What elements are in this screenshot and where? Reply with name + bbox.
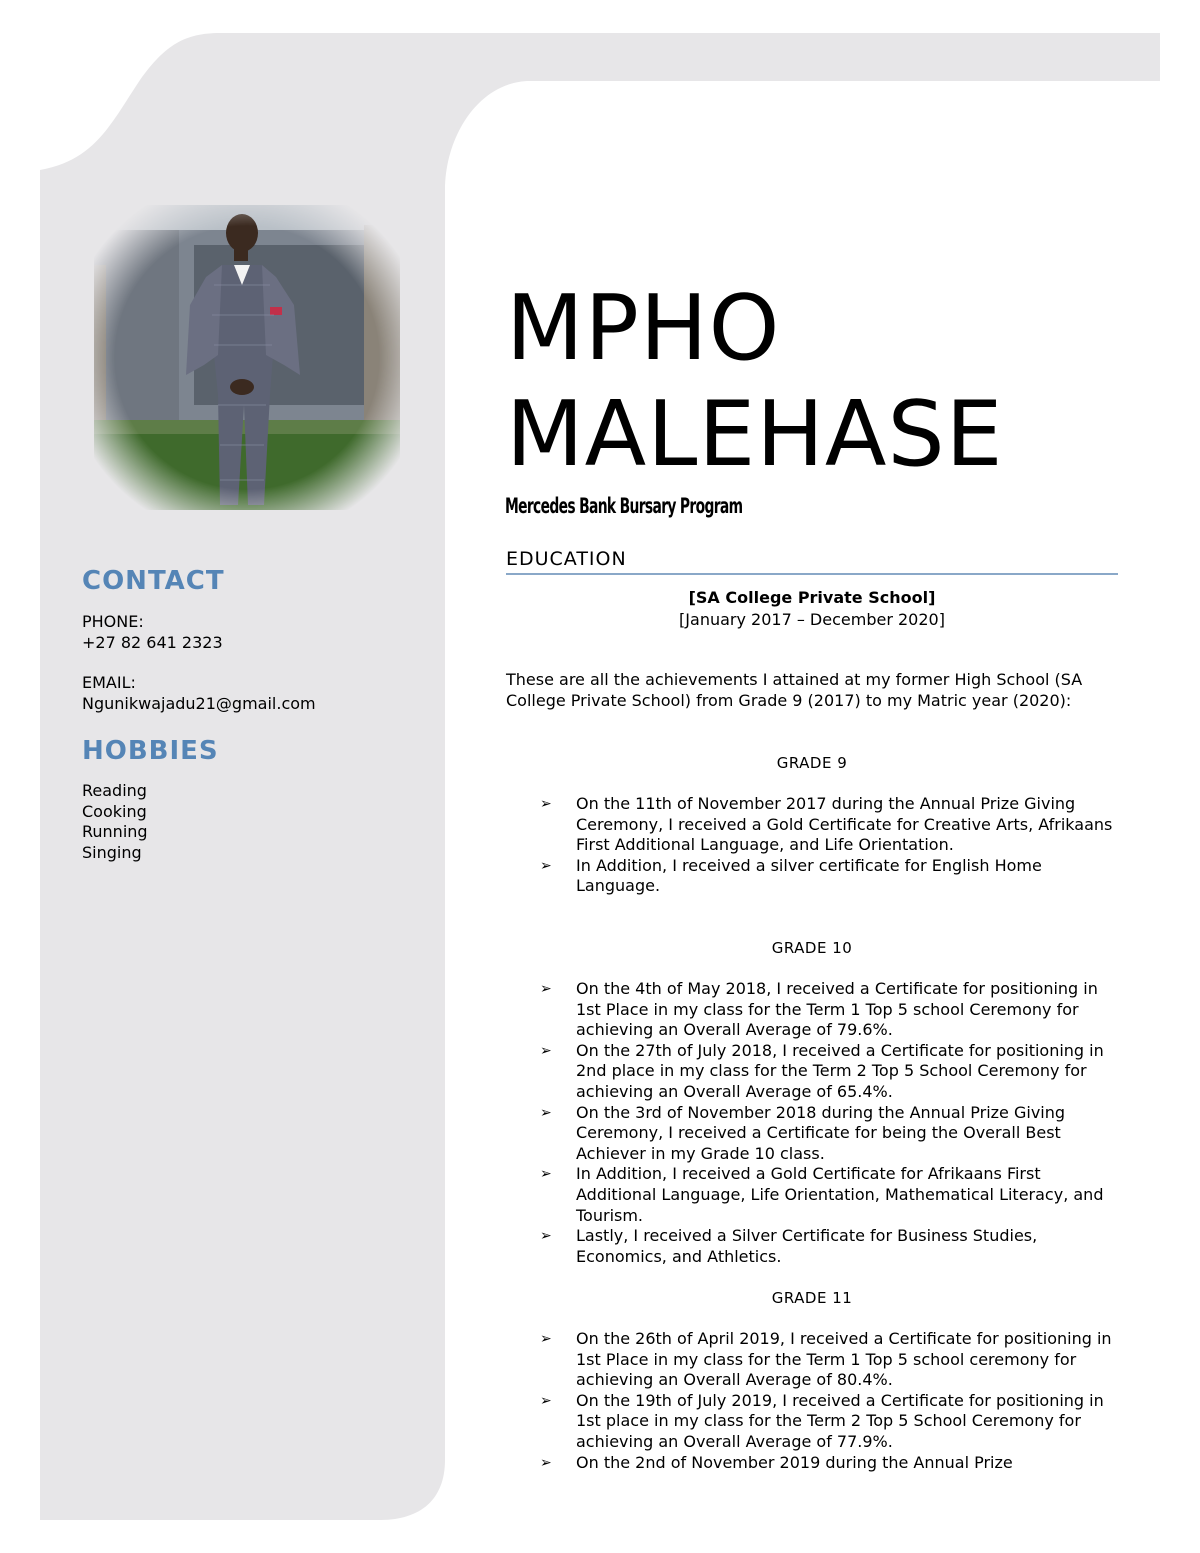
list-item: [540, 1329, 1122, 1391]
hobbies-heading: HOBBIES: [82, 736, 219, 766]
person-name: [506, 276, 1003, 488]
list-item: [540, 979, 1122, 1041]
grade-heading: GRADE 10: [771, 939, 853, 957]
phone-label: PHONE:: [82, 612, 144, 631]
hobby-item: Reading: [82, 781, 147, 800]
name-last: MALEHASE: [506, 382, 1004, 487]
list-item: [540, 1164, 1122, 1226]
achievement-text: In Addition, I received a Gold Certificate for Afrikaans First Additional Language, Life Orientation, Mathematical Literacy, and Tourism.: [576, 1164, 1104, 1225]
list-item: [540, 1226, 1122, 1267]
achievement-text: On the 2nd of November 2019 during the Annual Prize: [576, 1452, 1013, 1472]
name-first: MPHO: [506, 276, 781, 381]
achievement-text: On the 19th of July 2019, I received a Certificate for positioning in 1st place in my class for the Term 2 Top 5 School Ceremony for achieving an Overall Average of 77.9%.: [576, 1390, 1104, 1451]
hobbies-list: [82, 781, 148, 863]
subtitle: Mercedes Bank Bursary Program: [505, 494, 743, 518]
list-item: [540, 1453, 1122, 1474]
arrow-bullet-icon: ➢: [540, 1454, 552, 1471]
profile-photo: [94, 205, 400, 510]
arrow-bullet-icon: ➢: [540, 1166, 552, 1183]
achievement-list: [540, 794, 1122, 897]
arrow-bullet-icon: ➢: [540, 857, 552, 874]
school-dates: [January 2017 – December 2020]: [679, 610, 945, 629]
contact-heading: CONTACT: [82, 566, 225, 596]
achievement-text: Lastly, I received a Silver Certificate for Business Studies, Economics, and Athletics.: [576, 1226, 1038, 1266]
section-divider: [506, 573, 1118, 575]
achievement-text: On the 11th of November 2017 during the Annual Prize Giving Ceremony, I received a Gold Certificate for Creative Arts, Afrikaans First Additional Language, and Life Orientation.: [576, 794, 1113, 855]
achievement-text: In Addition, I received a silver certificate for English Home Language.: [576, 855, 1042, 896]
arrow-bullet-icon: ➢: [540, 1042, 552, 1059]
achievement-text: On the 4th of May 2018, I received a Certificate for positioning in 1st Place in my class for the Term 1 Top 5 school Ceremony for achieving an Overall Average of 79.6%.: [576, 979, 1098, 1040]
contact-email: [82, 673, 316, 714]
achievement-text: On the 26th of April 2019, I received a Certificate for positioning in 1st Place in my class for the Term 1 Top 5 school ceremony for achieving an Overall Average of 80.4%.: [576, 1329, 1112, 1390]
list-item: [540, 1391, 1122, 1453]
email-label: EMAIL:: [82, 673, 136, 692]
arrow-bullet-icon: ➢: [540, 981, 552, 997]
phone-number: +27 82 641 2323: [82, 632, 223, 652]
arrow-bullet-icon: ➢: [540, 1228, 552, 1245]
arrow-bullet-icon: ➢: [540, 1331, 552, 1347]
list-item: [540, 856, 1122, 897]
education-heading: EDUCATION: [506, 548, 627, 570]
grade-heading: GRADE 9: [776, 754, 848, 772]
education-intro: These are all the achievements I attained at my former High School (SA College Private School) from Grade 9 (2017) to my Matric year (2020):: [506, 670, 1083, 710]
grade-heading: GRADE 11: [771, 1289, 853, 1307]
list-item: [540, 1103, 1122, 1165]
hobby-item: Running: [82, 822, 148, 841]
email-address: Ngunikwajadu21@gmail.com: [82, 693, 316, 713]
list-item: [540, 1041, 1122, 1103]
arrow-bullet-icon: ➢: [540, 796, 552, 812]
achievement-list: [540, 979, 1122, 1267]
achievement-text: On the 3rd of November 2018 during the Annual Prize Giving Ceremony, I received a Certificate for being the Overall Best Achiever in my Grade 10 class.: [576, 1102, 1066, 1163]
achievement-text: On the 27th of July 2018, I received a Certificate for positioning in 2nd place in my class for the Term 2 Top 5 School Ceremony for achieving an Overall Average of 65.4%.: [576, 1040, 1104, 1101]
hobby-item: Singing: [82, 842, 142, 862]
hobby-item: Cooking: [82, 801, 147, 821]
arrow-bullet-icon: ➢: [540, 1104, 552, 1121]
list-item: [540, 794, 1122, 856]
achievement-list: [540, 1329, 1122, 1473]
school-name: [SA College Private School]: [688, 588, 936, 607]
arrow-bullet-icon: ➢: [540, 1392, 552, 1409]
contact-phone: [82, 612, 223, 653]
